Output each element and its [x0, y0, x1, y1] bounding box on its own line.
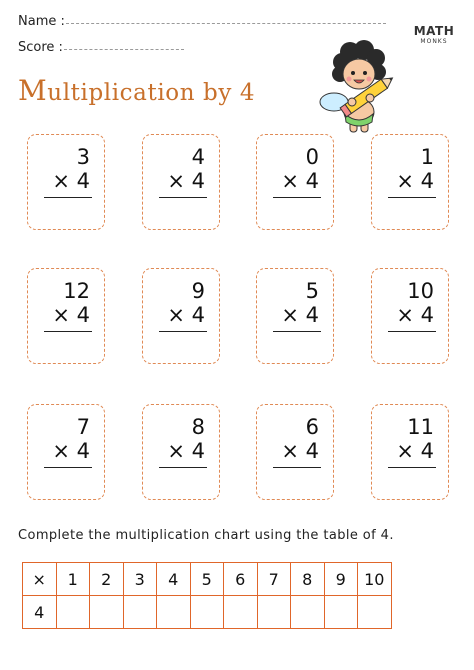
- name-label: Name :: [18, 14, 65, 29]
- chart-answer-cell[interactable]: [190, 596, 224, 629]
- problem-multiplier: × 4: [52, 169, 90, 193]
- chart-header-cell: 9: [324, 563, 358, 596]
- problem-card: [142, 134, 220, 230]
- problem-multiplier: × 4: [396, 169, 434, 193]
- problem-card: [142, 268, 220, 364]
- answer-line[interactable]: [44, 197, 92, 198]
- answer-line[interactable]: [273, 197, 321, 198]
- answer-line[interactable]: [388, 331, 436, 332]
- problem-card: [27, 404, 105, 500]
- problem-multiplicand: 12: [63, 279, 90, 303]
- problem-multiplicand: 7: [76, 415, 90, 439]
- problem-multiplicand: 10: [407, 279, 434, 303]
- score-field: [18, 40, 63, 55]
- name-field: [18, 14, 65, 29]
- chart-instruction: Complete the multiplication chart using the table of 4.: [18, 528, 394, 543]
- chart-answer-cell[interactable]: [291, 596, 325, 629]
- chart-times-symbol: ×: [23, 563, 57, 596]
- problem-multiplier: × 4: [52, 303, 90, 327]
- problem-multiplier: × 4: [281, 439, 319, 463]
- problem-multiplier: × 4: [52, 439, 90, 463]
- chart-header-cell: 5: [190, 563, 224, 596]
- chart-header-cell: 8: [291, 563, 325, 596]
- logo-text-bottom: MONKS: [420, 38, 448, 45]
- chart-answer-cell[interactable]: [324, 596, 358, 629]
- title-rest: ultiplication by 4: [47, 80, 256, 106]
- chart-answer-cell[interactable]: [358, 596, 392, 629]
- problem-card: [256, 134, 334, 230]
- answer-line[interactable]: [44, 467, 92, 468]
- problem-multiplicand: 6: [305, 415, 319, 439]
- score-label: Score :: [18, 40, 63, 55]
- chart-row-label: 4: [23, 596, 57, 629]
- problem-multiplier: × 4: [167, 439, 205, 463]
- math-monks-logo: [412, 24, 456, 45]
- problem-card: [27, 268, 105, 364]
- chart-header-cell: 6: [224, 563, 258, 596]
- problem-multiplicand: 11: [407, 415, 434, 439]
- problem-card: [371, 134, 449, 230]
- score-blank-line[interactable]: [64, 49, 184, 50]
- problem-multiplicand: 4: [191, 145, 205, 169]
- problem-multiplicand: 5: [305, 279, 319, 303]
- problem-multiplier: × 4: [281, 303, 319, 327]
- problem-multiplicand: 9: [191, 279, 205, 303]
- problem-multiplicand: 8: [191, 415, 205, 439]
- problem-multiplier: × 4: [396, 439, 434, 463]
- chart-header-cell: 10: [358, 563, 392, 596]
- logo-text-top: MATH: [413, 24, 455, 38]
- problem-card: [256, 268, 334, 364]
- problem-card: [371, 268, 449, 364]
- chart-answer-cell[interactable]: [224, 596, 258, 629]
- problem-multiplier: × 4: [396, 303, 434, 327]
- title-first-letter: M: [18, 74, 48, 107]
- problem-multiplier: × 4: [167, 169, 205, 193]
- chart-header-cell: 3: [123, 563, 157, 596]
- problem-card: [371, 404, 449, 500]
- chart-answer-cell[interactable]: [90, 596, 124, 629]
- chart-header-row: [23, 563, 392, 596]
- problem-multiplier: × 4: [167, 303, 205, 327]
- problem-multiplicand: 3: [76, 145, 90, 169]
- chart-answer-cell[interactable]: [123, 596, 157, 629]
- chart-answer-cell[interactable]: [257, 596, 291, 629]
- answer-line[interactable]: [273, 331, 321, 332]
- chart-answer-row: [23, 596, 392, 629]
- chart-header-cell: 1: [56, 563, 90, 596]
- answer-line[interactable]: [159, 331, 207, 332]
- multiplication-chart: [22, 562, 392, 629]
- problem-card: [256, 404, 334, 500]
- page-title: [18, 74, 255, 107]
- chart-header-cell: 4: [157, 563, 191, 596]
- problem-card: [142, 404, 220, 500]
- problem-multiplicand: 1: [420, 145, 434, 169]
- chart-answer-cell[interactable]: [56, 596, 90, 629]
- kid-with-pencil-illustration: [314, 40, 404, 136]
- problem-multiplier: × 4: [281, 169, 319, 193]
- answer-line[interactable]: [388, 197, 436, 198]
- answer-line[interactable]: [273, 467, 321, 468]
- chart-header-cell: 2: [90, 563, 124, 596]
- chart-answer-cell[interactable]: [157, 596, 191, 629]
- answer-line[interactable]: [388, 467, 436, 468]
- name-blank-line[interactable]: [66, 23, 386, 24]
- problem-multiplicand: 0: [305, 145, 319, 169]
- answer-line[interactable]: [159, 467, 207, 468]
- answer-line[interactable]: [159, 197, 207, 198]
- problem-card: [27, 134, 105, 230]
- answer-line[interactable]: [44, 331, 92, 332]
- chart-header-cell: 7: [257, 563, 291, 596]
